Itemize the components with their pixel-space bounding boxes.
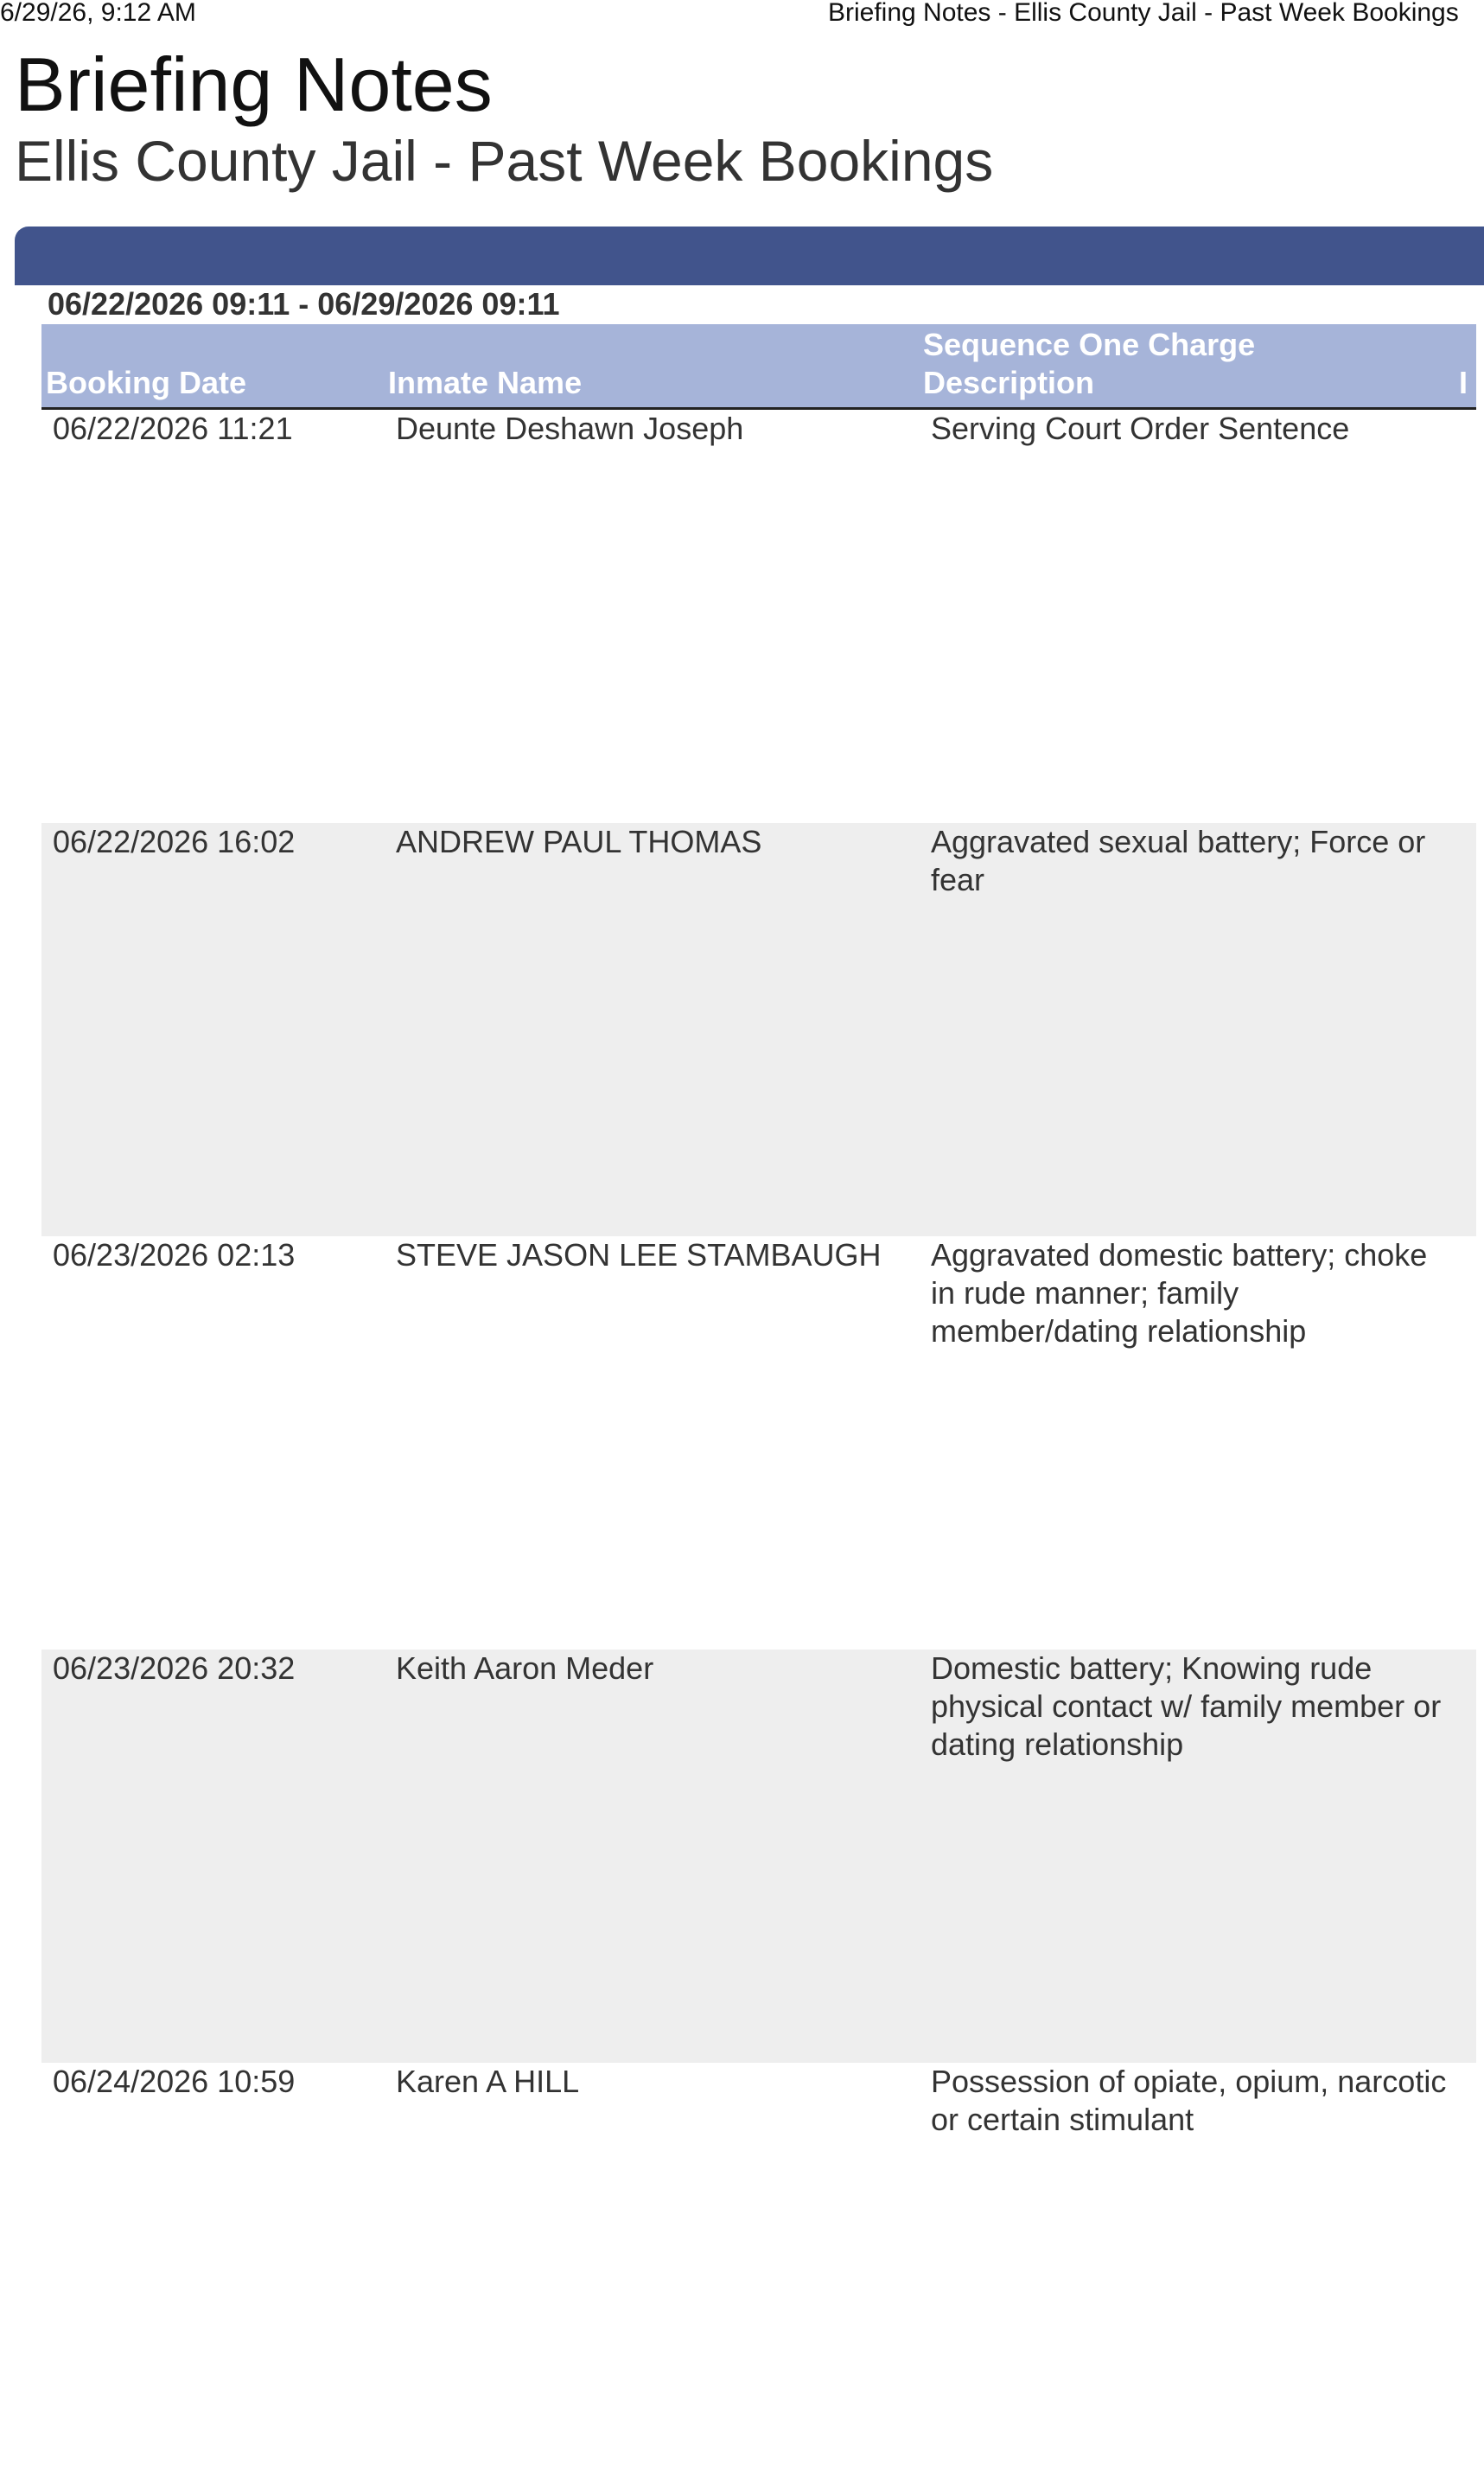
print-timestamp: 6/29/26, 9:12 AM [0, 0, 196, 27]
table-row [41, 823, 1476, 1236]
charge-description-cell: Aggravated sexual battery; Force or fear [931, 824, 1426, 897]
column-header-charge-description[interactable]: Sequence One Charge Description [923, 327, 1256, 400]
booking-date-cell: 06/22/2026 16:02 [53, 824, 296, 859]
charge-description-cell: Serving Court Order Sentence [931, 411, 1350, 446]
charge-description-cell: Possession of opiate, opium, narcotic or certain stimulant [931, 2064, 1447, 2137]
date-range: 06/22/2026 09:11 - 06/29/2026 09:11 [48, 286, 560, 322]
table-row [41, 1236, 1476, 1650]
table-row [41, 1650, 1476, 2063]
booking-date-cell: 06/23/2026 02:13 [53, 1237, 296, 1273]
booking-date-cell: 06/22/2026 11:21 [53, 411, 293, 446]
print-document-title: Briefing Notes - Ellis County Jail - Past Week Bookings [828, 0, 1459, 27]
inmate-name-cell: Keith Aaron Meder [396, 1650, 654, 1686]
table-row [41, 2063, 1476, 2476]
booking-date-cell: 06/23/2026 20:32 [53, 1650, 296, 1686]
inmate-name-cell: STEVE JASON LEE STAMBAUGH [396, 1237, 882, 1273]
booking-date-cell: 06/24/2026 10:59 [53, 2064, 296, 2099]
bookings-table-body [41, 410, 1476, 2476]
charge-description-cell: Domestic battery; Knowing rude physical contact w/ family member or dating relationship [931, 1650, 1442, 1762]
column-header-clipped[interactable]: I [1459, 365, 1468, 400]
table-row [41, 410, 1476, 823]
table-header-row [41, 324, 1476, 410]
column-header-booking-date[interactable]: Booking Date [46, 365, 247, 400]
charge-description-cell: Aggravated domestic battery; choke in rude manner; family member/dating relationship [931, 1237, 1428, 1349]
inmate-name-cell: Deunte Deshawn Joseph [396, 411, 744, 446]
browser-print-header [0, 0, 1465, 28]
inmate-name-cell: ANDREW PAUL THOMAS [396, 824, 762, 859]
report-header-band [15, 227, 1484, 285]
report-subtitle: Ellis County Jail - Past Week Bookings [15, 129, 994, 193]
inmate-name-cell: Karen A HILL [396, 2064, 580, 2099]
column-header-inmate-name[interactable]: Inmate Name [388, 365, 583, 400]
report-title: Briefing Notes [15, 41, 493, 127]
